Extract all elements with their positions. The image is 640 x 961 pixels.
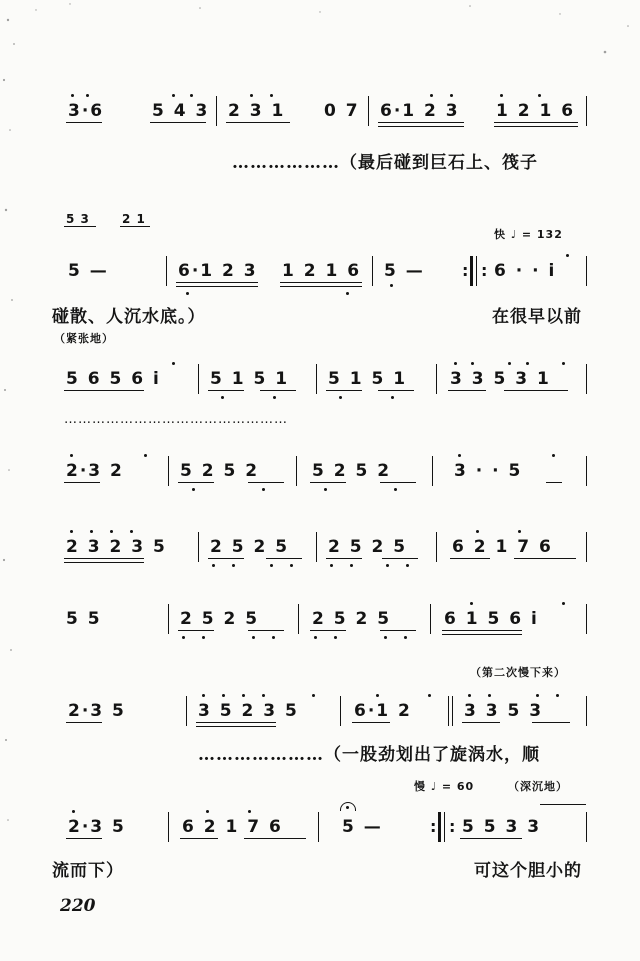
measure-1-part-a: 3·6 [68,101,105,121]
lyric-line-2-right: 在很早以前 [492,307,582,327]
measure-14: 5 2 5 2 [312,461,392,481]
measure-31: 5 5 3 3 [462,817,542,837]
barline [586,456,587,486]
measure-17: 2 5 2 5 [210,537,290,557]
barline [168,604,169,634]
expression-tense: （紧张地） [54,332,114,345]
barline [298,604,299,634]
barline [586,364,587,394]
measure-3-part-b: 1 2 1 6 [496,101,576,121]
barline [586,256,587,286]
measure-1-part-b: 5 4 3 [152,101,210,121]
expression-slow-second-time: （第二次慢下来） [470,666,566,679]
barline [430,604,431,634]
tempo-mark-slow: 慢 ♩ = 60 [414,780,475,793]
barline [432,456,433,486]
barline [198,532,199,562]
measure-6: 5 — [384,261,425,281]
barline [436,364,437,394]
barline [586,96,587,126]
measure-5-part-a: 6·1 2 3 [178,261,258,281]
measure-24: 2·3 5 [68,701,126,721]
barline [368,96,369,126]
barline [168,456,169,486]
measure-21: 2 5 2 5 [180,609,260,629]
measure-2-part-b: 0 7 [324,101,360,121]
repeat-end-dots: : [462,261,469,280]
barline [296,456,297,486]
measure-22: 2 5 2 5 [312,609,392,629]
barline [436,532,437,562]
grace-notes-b: 2 1 [122,212,146,226]
barline [166,256,167,286]
measure-3-part-a: 6·1 2 3 [380,101,460,121]
repeat-start-dots: : [449,817,456,836]
measure-19: 6 2 1 7 6 [452,537,553,557]
grace-notes-a: 5 3 [66,212,90,226]
measure-4: 5 — [68,261,109,281]
double-barline [470,256,473,286]
repeat-end-dots: : [430,817,437,836]
barline [448,696,449,726]
lyric-line-3: ………………………………………… [64,412,288,427]
barline [586,532,587,562]
double-barline [438,812,441,842]
measure-29: 6 2 1 7 6 [182,817,283,837]
measure-8: 5 6 5 6 i [66,369,161,389]
measure-5-part-b: 1 2 1 6 [282,261,362,281]
barline [372,256,373,286]
measure-2-part-a: 2 3 1 [228,101,286,121]
measure-23: 6 1 5 6 i [444,609,539,629]
barline [586,604,587,634]
measure-11: 3 3 5 3 1 [450,369,551,389]
lyric-line-8-right: 可这个胆小的 [474,861,582,881]
measure-15: 3 · · 5 [454,461,523,481]
repeat-start-dots: : [481,261,488,280]
barline [340,696,341,726]
measure-26: 6·1 2 [354,701,412,721]
measure-30: 5 — [342,817,383,837]
barline [216,96,217,126]
measure-12: 2·3 2 [66,461,124,481]
lyric-line-8-left: 流而下） [52,861,124,881]
measure-20: 5 5 [66,609,102,629]
barline [316,364,317,394]
barline [168,812,169,842]
measure-7: 6 · · i [494,261,557,281]
tempo-mark-fast: 快 ♩ = 132 [494,228,563,241]
measure-27: 3 3 5 3 [464,701,544,721]
fermata-icon [340,802,356,811]
expression-deep: （深沉地） [508,780,568,793]
barline [586,812,587,842]
barline [198,364,199,394]
lyric-line-7: …………………（一股劲划出了旋涡水，顺 [198,745,540,765]
lyric-line-1: ………………（最后碰到巨石上、筏子 [232,153,538,173]
measure-16: 2 3 2 3 5 [66,537,167,557]
measure-18: 2 5 2 5 [328,537,408,557]
measure-13: 5 2 5 2 [180,461,260,481]
page-number: 220 [60,896,96,916]
measure-10: 5 1 5 1 [328,369,408,389]
measure-25: 3 5 2 3 5 [198,701,299,721]
barline [316,532,317,562]
barline [586,696,587,726]
lyric-line-2-left: 碰散、人沉水底。） [52,307,206,327]
barline [318,812,319,842]
measure-9: 5 1 5 1 [210,369,290,389]
measure-28: 2·3 5 [68,817,126,837]
barline [186,696,187,726]
